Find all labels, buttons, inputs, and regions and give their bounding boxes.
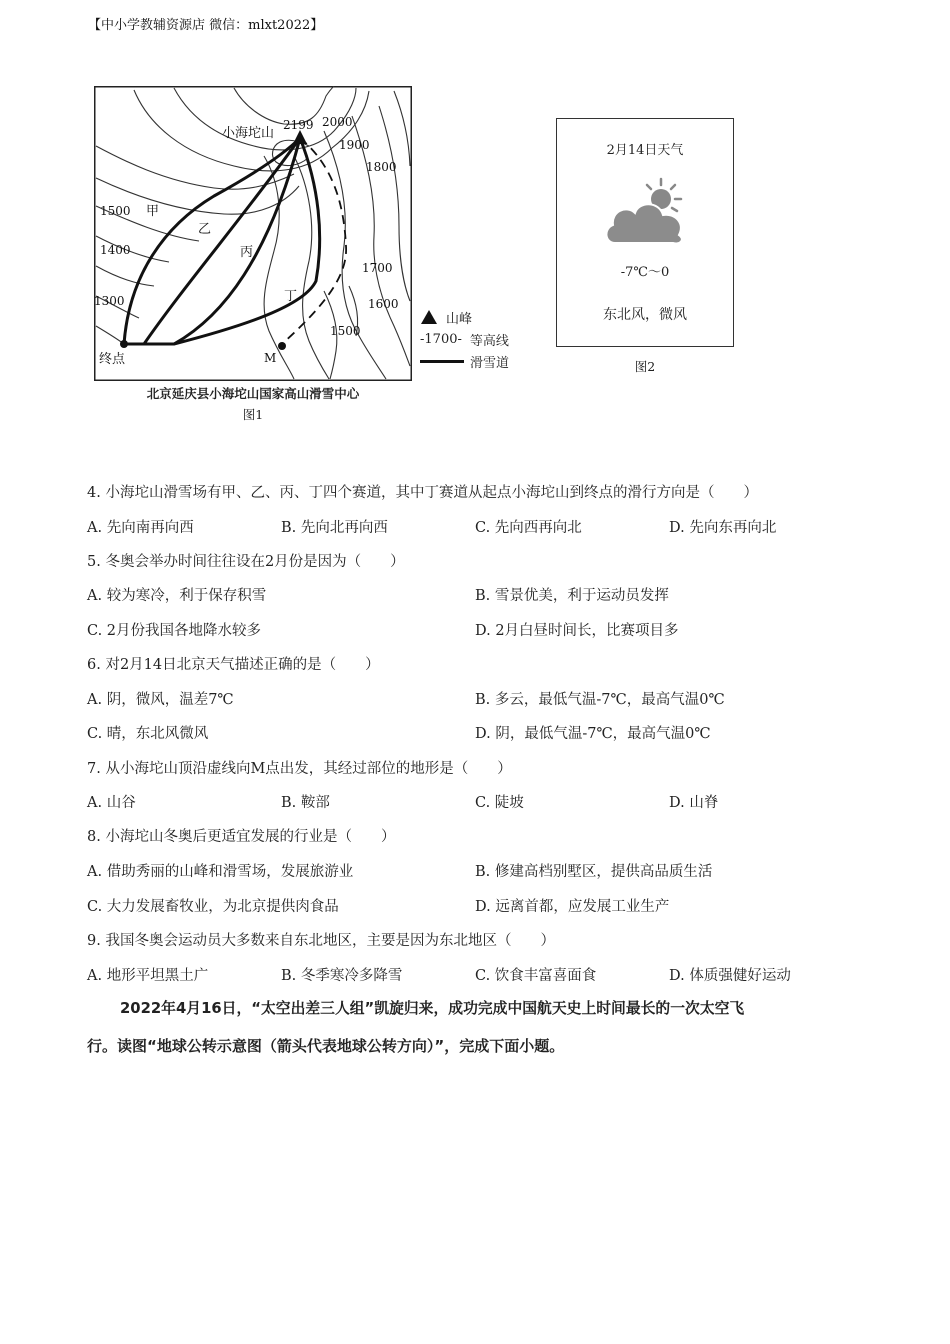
question-8-stem: 8. 小海坨山冬奥后更适宜发展的行业是（ ） <box>87 829 396 845</box>
q8-option-c: C. 大力发展畜牧业，为北京提供肉食品 <box>87 899 339 915</box>
peak-triangle-icon <box>420 309 438 325</box>
map-legend <box>420 306 509 372</box>
q5-option-a: A. 较为寒冷，利于保存积雪 <box>87 588 267 604</box>
figure2-label: 图2 <box>634 359 656 374</box>
contour-label-1500-east: 1500 <box>330 324 361 338</box>
figure1-caption: 北京延庆县小海坨山国家高山滑雪中心 <box>146 386 360 401</box>
trail-label-bing: 丙 <box>240 245 254 260</box>
contour-label-1800: 1800 <box>366 160 397 174</box>
weather-wind: 东北风，微风 <box>603 307 687 323</box>
cloudy-sun-icon <box>603 175 689 247</box>
q7-option-a: A. 山谷 <box>87 795 136 811</box>
q4-option-b: B. 先向北再向西 <box>281 520 388 536</box>
question-7-stem: 7. 从小海坨山顶沿虚线向M点出发，其经过部位的地形是（ ） <box>87 761 512 777</box>
legend-contour-label: 等高线 <box>469 333 509 349</box>
weather-title: 2月14日天气 <box>606 143 684 158</box>
q4-option-a: A. 先向南再向西 <box>87 520 194 536</box>
q6-option-a: A. 阴，微风，温差7℃ <box>87 692 234 708</box>
legend-trail-label: 滑雪道 <box>470 355 510 371</box>
q5-option-c: C. 2月份我国各地降水较多 <box>87 623 262 639</box>
end-point-label: 终点 <box>99 352 126 367</box>
q8-option-d: D. 远离首都，应发展工业生产 <box>475 899 670 915</box>
q7-option-b: B. 鞍部 <box>281 795 330 811</box>
q6-option-d: D. 阴，最低气温-7℃，最高气温0℃ <box>475 726 711 742</box>
legend-peak-label: 山峰 <box>446 311 473 327</box>
q9-option-a: A. 地形平坦黑土广 <box>87 968 209 984</box>
page-header: 【中小学教辅资源店 微信：mlxt2022】 <box>88 18 324 33</box>
q9-option-c: C. 饮食丰富喜面食 <box>475 968 597 984</box>
trail-label-jia: 甲 <box>146 204 160 219</box>
contour-label-1500-west: 1500 <box>100 204 131 218</box>
legend-contour-sample: -1700- <box>420 331 462 347</box>
question-5-stem: 5. 冬奥会举办时间往往设在2月份是因为（ ） <box>87 554 405 570</box>
legend-peak-row <box>420 306 509 328</box>
legend-contour-row <box>420 328 509 350</box>
figure1-label: 图1 <box>242 407 264 422</box>
q8-option-b: B. 修建高档别墅区，提供高品质生活 <box>475 864 713 880</box>
weather-temp: -7℃～0 <box>620 265 670 280</box>
point-m-label: M <box>264 351 277 365</box>
q9-option-b: B. 冬季寒冷多降雪 <box>281 968 403 984</box>
q4-option-c: C. 先向西再向北 <box>475 520 582 536</box>
q8-option-a: A. 借助秀丽的山峰和滑雪场，发展旅游业 <box>87 864 354 880</box>
q9-option-d: D. 体质强健好运动 <box>669 968 791 984</box>
q6-option-b: B. 多云，最低气温-7℃，最高气温0℃ <box>475 692 725 708</box>
q5-option-b: B. 雪景优美，利于运动员发挥 <box>475 588 669 604</box>
question-4-stem: 4. 小海坨山滑雪场有甲、乙、丙、丁四个赛道，其中丁赛道从起点小海坨山到终点的滑行方向是（ ） <box>87 485 758 501</box>
contour-label-1700: 1700 <box>362 261 393 275</box>
peak-elevation: 2199 <box>283 118 314 132</box>
trail-label-yi: 乙 <box>198 222 212 237</box>
q7-option-c: C. 陡坡 <box>475 795 524 811</box>
contour-label-2000: 2000 <box>322 115 353 129</box>
passage-line-2: 行。读图“地球公转示意图（箭头代表地球公转方向）”，完成下面小题。 <box>87 1037 565 1055</box>
contour-label-1600: 1600 <box>368 297 399 311</box>
contour-label-1300: 1300 <box>94 294 125 308</box>
point-m-marker <box>278 342 286 350</box>
peak-name: 小海坨山 <box>222 126 275 141</box>
contour-label-1900: 1900 <box>339 138 370 152</box>
end-point-marker <box>120 340 128 348</box>
legend-trail-row <box>420 350 509 372</box>
trail-label-ding: 丁 <box>284 289 298 304</box>
q5-option-d: D. 2月白昼时间长，比赛项目多 <box>475 623 679 639</box>
contour-map <box>94 86 412 381</box>
legend-trail-line <box>420 360 464 363</box>
q6-option-c: C. 晴，东北风微风 <box>87 726 209 742</box>
question-9-stem: 9. 我国冬奥会运动员大多数来自东北地区，主要是因为东北地区（ ） <box>87 933 555 949</box>
weather-box <box>556 118 734 347</box>
contour-label-1400: 1400 <box>100 243 131 257</box>
q4-option-d: D. 先向东再向北 <box>669 520 777 536</box>
question-6-stem: 6. 对2月14日北京天气描述正确的是（ ） <box>87 657 380 673</box>
q7-option-d: D. 山脊 <box>669 795 719 811</box>
passage-line-1: 2022年4月16日，“太空出差三人组”凯旋归来，成功完成中国航天史上时间最长的一次太空飞 <box>120 1000 745 1017</box>
